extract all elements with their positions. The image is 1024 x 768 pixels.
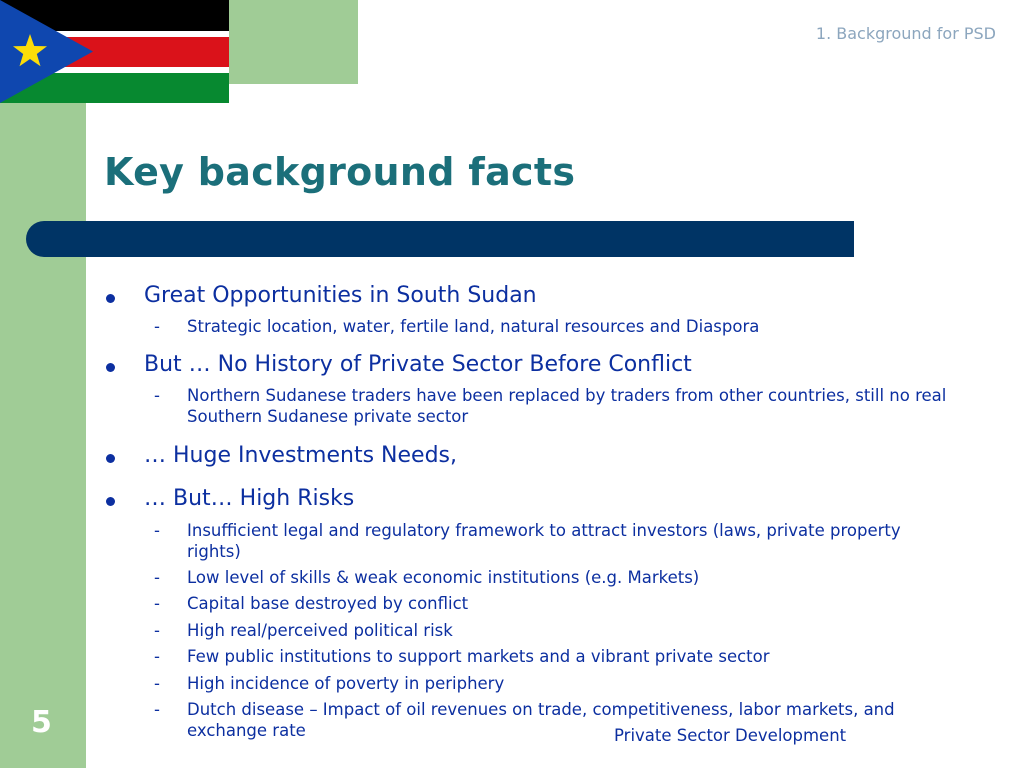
bullet-text: … But… High Risks [144, 486, 355, 511]
dash-marker: - [154, 521, 160, 540]
bullet-text: Great Opportunities in South Sudan [144, 283, 537, 308]
dash-marker: - [154, 674, 160, 693]
bullet-dot-icon [106, 497, 115, 506]
sub-bullet-text: Strategic location, water, fertile land, natural resources and Diaspora [187, 317, 760, 336]
bullet-dot-icon [106, 363, 115, 372]
dash-marker: - [154, 317, 160, 336]
page-number: 5 [31, 705, 52, 740]
bullet-text: … Huge Investments Needs, [144, 443, 457, 468]
dash-marker: - [154, 594, 160, 613]
section-label: 1. Background for PSD [815, 24, 996, 43]
dash-marker: - [154, 647, 160, 666]
dash-marker: - [154, 621, 160, 640]
sub-bullet-text: Northern Sudanese traders have been replaced by traders from other countries, still no real Southern Sudanese private sector [187, 386, 947, 426]
sub-bullet-text: High incidence of poverty in periphery [187, 674, 505, 693]
dash-marker: - [154, 568, 160, 587]
sub-bullet-text: Capital base destroyed by conflict [187, 594, 469, 613]
sub-bullet-text: High real/perceived political risk [187, 621, 453, 640]
footer-text: Private Sector Development [614, 726, 847, 745]
sub-bullet-text: Insufficient legal and regulatory framework to attract investors (laws, private property rights) [187, 521, 901, 561]
sub-bullet-text: Low level of skills & weak economic institutions (e.g. Markets) [187, 568, 700, 587]
slide-title: Key background facts [104, 150, 576, 194]
bullet-dot-icon [106, 454, 115, 463]
sub-bullet-text: Few public institutions to support markets and a vibrant private sector [187, 647, 770, 666]
bullet-text: But … No History of Private Sector Before Conflict [144, 352, 692, 377]
dash-marker: - [154, 386, 160, 405]
sub-bullet-text: Dutch disease – Impact of oil revenues on trade, competitiveness, labor markets, and exchange rate [187, 700, 895, 740]
dash-marker: - [154, 700, 160, 719]
bullet-dot-icon [106, 294, 115, 303]
